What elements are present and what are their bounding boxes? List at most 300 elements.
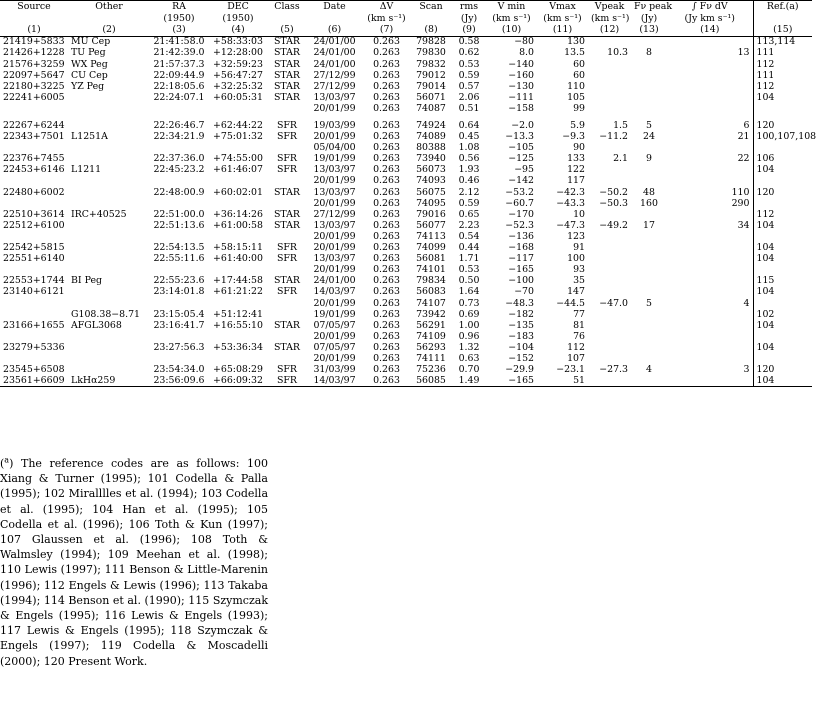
cell-dec: +61:40:00: [213, 253, 263, 265]
cell-scan: 56077: [416, 219, 446, 231]
table-row: [0, 298, 812, 309]
cell-vmax: 100: [567, 253, 585, 265]
cell-scan: 56085: [410, 375, 452, 387]
table-row: [0, 375, 812, 387]
cell-rms: 0.62: [458, 47, 480, 59]
cell-rms: 2.12: [458, 186, 480, 198]
cell-intflux: [667, 287, 753, 298]
cell-class: [268, 231, 306, 242]
cell-intflux: 4: [667, 298, 753, 309]
cell-dec: +66:09:32: [208, 375, 268, 387]
col-vmax-unit: (km s⁻¹): [543, 12, 582, 24]
cell-scan: 79016: [416, 208, 446, 220]
cell-deltav: 0.263: [373, 341, 400, 353]
cell-vmax: 90: [573, 142, 585, 154]
cell-ra: [150, 264, 208, 275]
cell-other: [68, 153, 150, 164]
col-vmin-unit: (km s⁻¹): [492, 12, 531, 24]
cell-dec: +12:28:00: [213, 47, 263, 59]
cell-dec: +65:08:29: [213, 364, 263, 376]
cell-vmin: −125: [508, 153, 534, 165]
cell-fpeak: [631, 342, 667, 353]
cell-dec: [208, 103, 268, 114]
cell-vmin: −136: [508, 230, 534, 242]
cell-vmax: 133: [567, 153, 585, 165]
cell-vpeak: [588, 81, 631, 92]
cell-class: [268, 298, 306, 309]
col-scan-unit: [410, 13, 452, 25]
cell-deltav: 0.263: [373, 286, 400, 298]
cell-vmin: −13.3: [505, 131, 534, 143]
table-row: [0, 92, 812, 103]
cell-fpeak: 160: [640, 197, 658, 209]
cell-fpeak: 4: [646, 364, 652, 376]
cell-rms: 0.53: [458, 264, 480, 276]
cell-class: STAR: [274, 80, 300, 92]
cell-date: 27/12/99: [313, 69, 356, 81]
cell-fpeak: [631, 165, 667, 176]
cell-fpeak: [631, 209, 667, 220]
table-row: [0, 153, 812, 164]
cell-vpeak: [588, 209, 631, 220]
cell-rms: 1.64: [458, 286, 480, 298]
cell-vpeak: [588, 103, 631, 114]
cell-scan: 74924: [416, 120, 446, 131]
cell-dec: +61:00:58: [213, 219, 263, 231]
col-vpeak-number: (12): [588, 24, 631, 36]
table-row: [0, 331, 812, 342]
cell-dec: [208, 198, 268, 209]
cell-fpeak: [631, 275, 667, 286]
cell-scan: 56293: [416, 341, 446, 353]
cell-date: 19/03/99: [313, 120, 356, 131]
cell-source: 21419+5833: [3, 36, 65, 48]
col-class-header: Class: [268, 1, 306, 13]
cell-ref: 112: [756, 208, 775, 220]
cell-vmax: 10: [573, 208, 585, 220]
cell-ra: 23:56:09.6: [150, 375, 208, 387]
cell-vmin: −140: [508, 58, 534, 70]
cell-source: [0, 103, 68, 114]
cell-source: [0, 176, 68, 187]
cell-deltav: 0.263: [373, 330, 400, 342]
cell-ref: [753, 331, 812, 342]
cell-dec: +60:02:01: [213, 186, 263, 198]
cell-dec: +56:47:27: [213, 69, 263, 81]
cell-ref: 104: [756, 286, 775, 298]
cell-fpeak: [631, 81, 667, 92]
table-row: [0, 364, 812, 375]
cell-ra: [150, 298, 208, 309]
cell-vpeak: [588, 320, 631, 331]
col-ref-number: (15): [753, 24, 812, 36]
cell-other: AFGL3068: [71, 319, 122, 331]
cell-ra: 22:18:05.6: [153, 80, 205, 92]
cell-deltav: 0.263: [373, 297, 400, 309]
cell-intflux: 22: [667, 153, 753, 164]
cell-ref: 104: [756, 164, 775, 176]
cell-rms: 0.46: [458, 175, 480, 187]
cell-ref: [753, 231, 812, 242]
cell-other: L1251A: [71, 131, 108, 143]
cell-ra: 22:55:23.6: [153, 275, 205, 287]
table-row: [0, 120, 812, 131]
cell-class: [268, 103, 306, 114]
cell-vmax: 13.5: [564, 47, 585, 59]
cell-vpeak: [588, 353, 631, 364]
cell-vmin: −104: [508, 341, 534, 353]
cell-source: 23166+1655: [3, 319, 65, 331]
cell-source: [0, 331, 68, 342]
table-row: [0, 320, 812, 331]
cell-other: [68, 103, 150, 114]
cell-vmax: 105: [567, 91, 585, 103]
cell-fpeak: 24: [643, 131, 655, 143]
cell-dec: +61:21:22: [213, 286, 263, 298]
cell-scan: 56071: [416, 91, 446, 103]
table-row: [0, 103, 812, 114]
cell-dec: +32:25:32: [213, 80, 263, 92]
cell-fpeak: [631, 309, 667, 320]
cell-deltav: 0.263: [373, 153, 400, 165]
cell-rms: 0.53: [458, 58, 480, 70]
cell-date: 14/03/97: [306, 375, 363, 387]
cell-ref: [753, 298, 812, 309]
cell-vpeak: [588, 70, 631, 81]
cell-vmax: −9.3: [562, 131, 585, 143]
cell-dec: [208, 298, 268, 309]
table-row: [0, 142, 812, 153]
cell-scan: 73942: [416, 308, 446, 320]
cell-intflux: [667, 36, 753, 48]
cell-vmin: −117: [508, 253, 534, 265]
col-source-unit: [0, 13, 68, 25]
cell-deltav: 0.263: [373, 208, 400, 220]
cell-other: IRC+40525: [71, 208, 127, 220]
cell-ref: [753, 142, 812, 153]
cell-class: [268, 176, 306, 187]
cell-other: TU Peg: [71, 47, 106, 59]
cell-source: 22097+5647: [3, 69, 65, 81]
cell-other: WX Peg: [71, 58, 108, 70]
cell-dec: +16:55:10: [213, 319, 263, 331]
cell-ra: 22:24:07.1: [153, 91, 205, 103]
cell-fpeak: [631, 242, 667, 253]
cell-deltav: 0.263: [373, 275, 400, 287]
cell-vmin: −80: [514, 36, 534, 48]
col-dec-number: (4): [208, 24, 268, 36]
cell-vmax: 147: [567, 286, 585, 298]
cell-source: 21426+1228: [3, 47, 65, 59]
cell-intflux: [667, 231, 753, 242]
cell-dec: +60:05:31: [213, 91, 263, 103]
cell-vmax: 77: [573, 308, 585, 320]
cell-vmin: 8.0: [519, 47, 534, 59]
cell-other: MU Cep: [71, 36, 111, 48]
col-fpeak-unit: (Jy): [640, 12, 658, 24]
cell-intflux: [667, 176, 753, 187]
cell-date: 13/03/97: [313, 91, 356, 103]
cell-fpeak: 9: [646, 153, 652, 165]
cell-scan: 74099: [416, 242, 446, 254]
cell-source: 23140+6121: [3, 286, 65, 298]
cell-class: SFR: [277, 131, 297, 143]
cell-scan: 56075: [416, 186, 446, 198]
col-dec-unit: (1950): [222, 12, 254, 24]
cell-class: STAR: [274, 219, 300, 231]
cell-rms: 0.59: [458, 69, 480, 81]
cell-ra: [150, 231, 208, 242]
cell-deltav: 0.263: [373, 80, 400, 92]
cell-other: BI Peg: [71, 275, 103, 287]
cell-scan: 80388: [416, 142, 446, 154]
cell-vmax: 93: [573, 264, 585, 276]
cell-vmin: −70: [514, 286, 534, 298]
cell-vmin: −160: [508, 69, 534, 81]
cell-ref: 106: [756, 153, 775, 165]
cell-scan: 79830: [416, 47, 446, 59]
cell-class: STAR: [274, 208, 300, 220]
cell-other: [68, 298, 150, 309]
cell-vpeak: [588, 287, 631, 298]
cell-fpeak: [631, 231, 667, 242]
cell-other: [68, 231, 150, 242]
cell-class: STAR: [274, 36, 300, 48]
cell-class: STAR: [274, 58, 300, 70]
cell-date: 27/12/99: [313, 208, 356, 220]
cell-ra: [150, 353, 208, 364]
cell-ref: 120: [756, 364, 775, 376]
table-row: [0, 176, 812, 187]
cell-scan: 79834: [416, 275, 446, 287]
cell-source: 22480+6002: [3, 186, 65, 198]
cell-vmax: 123: [567, 230, 585, 242]
cell-ra: 22:09:44.9: [153, 69, 205, 81]
cell-rms: 0.44: [458, 242, 480, 254]
cell-class: STAR: [274, 91, 300, 103]
cell-date: 20/01/99: [313, 175, 356, 187]
cell-other: [68, 331, 150, 342]
cell-scan: 56073: [416, 164, 446, 176]
cell-class: [268, 331, 306, 342]
cell-fpeak: [631, 253, 667, 264]
col-other-unit: [68, 13, 150, 25]
cell-deltav: 0.263: [373, 230, 400, 242]
cell-vmax: 91: [573, 242, 585, 254]
cell-source: 22343+7501: [3, 131, 65, 143]
cell-vpeak: [588, 375, 631, 387]
cell-rms: 0.51: [458, 102, 480, 114]
cell-vmax: 117: [567, 175, 585, 187]
cell-deltav: 0.263: [373, 131, 400, 143]
cell-deltav: 0.263: [373, 242, 400, 254]
cell-ra: 23:14:01.8: [153, 286, 205, 298]
cell-vpeak: [588, 142, 631, 153]
cell-scan: 74095: [416, 197, 446, 209]
cell-ra: [150, 176, 208, 187]
cell-ref: 113,114: [756, 36, 796, 48]
cell-class: STAR: [274, 341, 300, 353]
header-row-titles: [0, 1, 812, 13]
cell-dec: +75:01:32: [213, 131, 263, 143]
cell-other: [68, 142, 150, 153]
cell-scan: 74101: [416, 264, 446, 276]
cell-other: [68, 253, 150, 264]
col-vmax-header: Vmax: [537, 1, 588, 13]
col-ra-unit: (1950): [163, 12, 195, 24]
cell-intflux: [667, 92, 753, 103]
cell-source: [0, 198, 68, 209]
cell-deltav: 0.263: [373, 58, 400, 70]
table-row: [0, 309, 812, 320]
cell-ra: 22:37:36.0: [153, 153, 205, 165]
cell-vpeak: 10.3: [607, 47, 628, 59]
col-scan-number: (8): [410, 24, 452, 36]
col-intflux-number: (14): [667, 24, 753, 36]
cell-rms: 1.08: [458, 142, 480, 154]
cell-fpeak: [631, 264, 667, 275]
cell-vpeak: −11.2: [599, 131, 628, 143]
cell-deltav: 0.263: [373, 197, 400, 209]
cell-vpeak: [588, 36, 631, 48]
cell-vmax: 110: [567, 80, 585, 92]
cell-vmin: −111: [508, 91, 534, 103]
cell-ra: 22:51:00.0: [153, 208, 205, 220]
cell-rms: 1.49: [452, 375, 486, 387]
cell-date: 24/01/00: [313, 36, 356, 48]
cell-vmin: −182: [508, 308, 534, 320]
cell-ra: 21:57:37.3: [153, 58, 205, 70]
col-vpeak-unit: (km s⁻¹): [591, 12, 630, 24]
cell-vpeak: [588, 264, 631, 275]
cell-ra: 22:26:46.7: [153, 120, 205, 131]
cell-fpeak: [631, 92, 667, 103]
cell-other: LkHα259: [68, 375, 150, 387]
cell-ref: 104: [753, 375, 812, 387]
cell-date: 19/01/99: [313, 308, 356, 320]
cell-fpeak: 48: [643, 186, 655, 198]
cell-class: SFR: [277, 164, 297, 176]
cell-dec: +32:59:23: [213, 58, 263, 70]
cell-class: [268, 198, 306, 209]
cell-ref: 111: [756, 47, 775, 59]
cell-source: 23279+5336: [3, 341, 65, 353]
cell-source: 22551+6140: [3, 253, 65, 265]
cell-rms: 0.96: [458, 330, 480, 342]
cell-source: [0, 298, 68, 309]
footnote-mark: a: [4, 455, 10, 465]
table-row: [0, 209, 812, 220]
cell-dec: [208, 176, 268, 187]
cell-vmax: −43.3: [556, 197, 585, 209]
col-class-number: (5): [268, 24, 306, 36]
cell-source: 22180+3225: [3, 80, 65, 92]
table-row: [0, 287, 812, 298]
cell-vpeak: [588, 331, 631, 342]
cell-rms: 1.32: [458, 341, 480, 353]
cell-date: 14/03/97: [313, 286, 356, 298]
cell-source: 22510+3614: [3, 208, 65, 220]
cell-other: [68, 242, 150, 253]
cell-vmin: −130: [508, 80, 534, 92]
cell-ref: 112: [756, 58, 775, 70]
cell-dec: [208, 353, 268, 364]
cell-ra: 22:45:23.2: [153, 164, 205, 176]
cell-vmin: −2.0: [511, 120, 534, 131]
cell-other: [68, 220, 150, 231]
col-rms-unit: (Jy): [460, 12, 478, 24]
cell-ref: 104: [756, 253, 775, 265]
cell-source: 22512+6100: [3, 219, 65, 231]
col-vpeak-header: Vpeak: [588, 1, 631, 13]
cell-date: 31/03/99: [313, 364, 356, 376]
table-header: [0, 1, 812, 37]
cell-other: [68, 187, 150, 198]
col-intflux-header: ∫ Fν dV: [667, 1, 753, 13]
cell-source: 22542+5815: [3, 242, 65, 254]
cell-deltav: 0.263: [373, 253, 400, 265]
cell-ref: [753, 264, 812, 275]
cell-intflux: [667, 342, 753, 353]
col-rms-header: rms: [452, 1, 486, 13]
cell-source: [0, 231, 68, 242]
cell-rms: 2.23: [458, 219, 480, 231]
col-ref-unit: [753, 13, 812, 25]
cell-fpeak: [631, 70, 667, 81]
cell-scan: 79014: [416, 80, 446, 92]
cell-rms: 0.69: [458, 308, 480, 320]
cell-rms: 0.57: [458, 80, 480, 92]
cell-scan: 74111: [416, 352, 446, 364]
cell-intflux: 290: [667, 198, 753, 209]
cell-date: 24/01/00: [313, 47, 356, 59]
cell-intflux: [667, 331, 753, 342]
cell-vmin: −105: [508, 142, 534, 154]
cell-intflux: 3: [667, 364, 753, 375]
cell-vpeak: [588, 309, 631, 320]
cell-date: 05/04/00: [313, 142, 356, 154]
cell-ref: 120: [756, 186, 775, 198]
cell-class: [268, 142, 306, 153]
cell-rms: 0.73: [458, 297, 480, 309]
table-row: [0, 48, 812, 59]
cell-date: 13/03/97: [313, 253, 356, 265]
col-vmin-header: V min: [486, 1, 537, 13]
cell-other: [68, 342, 150, 353]
cell-source: 22553+1744: [3, 275, 65, 287]
cell-intflux: [667, 165, 753, 176]
cell-intflux: 13: [667, 48, 753, 59]
cell-vmin: −48.3: [505, 297, 534, 309]
col-deltav-unit: (km s⁻¹): [367, 12, 406, 24]
header-row-units: [0, 13, 812, 25]
cell-fpeak: [631, 353, 667, 364]
cell-fpeak: [631, 59, 667, 70]
cell-vmin: −142: [508, 175, 534, 187]
table-row: [0, 70, 812, 81]
cell-rms: 1.71: [458, 253, 480, 265]
cell-scan: 74087: [416, 102, 446, 114]
cell-vmax: −42.3: [556, 186, 585, 198]
cell-dec: +74:55:00: [213, 153, 263, 165]
cell-fpeak: [631, 36, 667, 48]
cell-source: 22376+7455: [3, 153, 65, 165]
cell-ra: 22:54:13.5: [153, 242, 205, 254]
table-row: [0, 131, 812, 142]
cell-other: [68, 176, 150, 187]
cell-ra: [150, 198, 208, 209]
cell-ref: [753, 353, 812, 364]
